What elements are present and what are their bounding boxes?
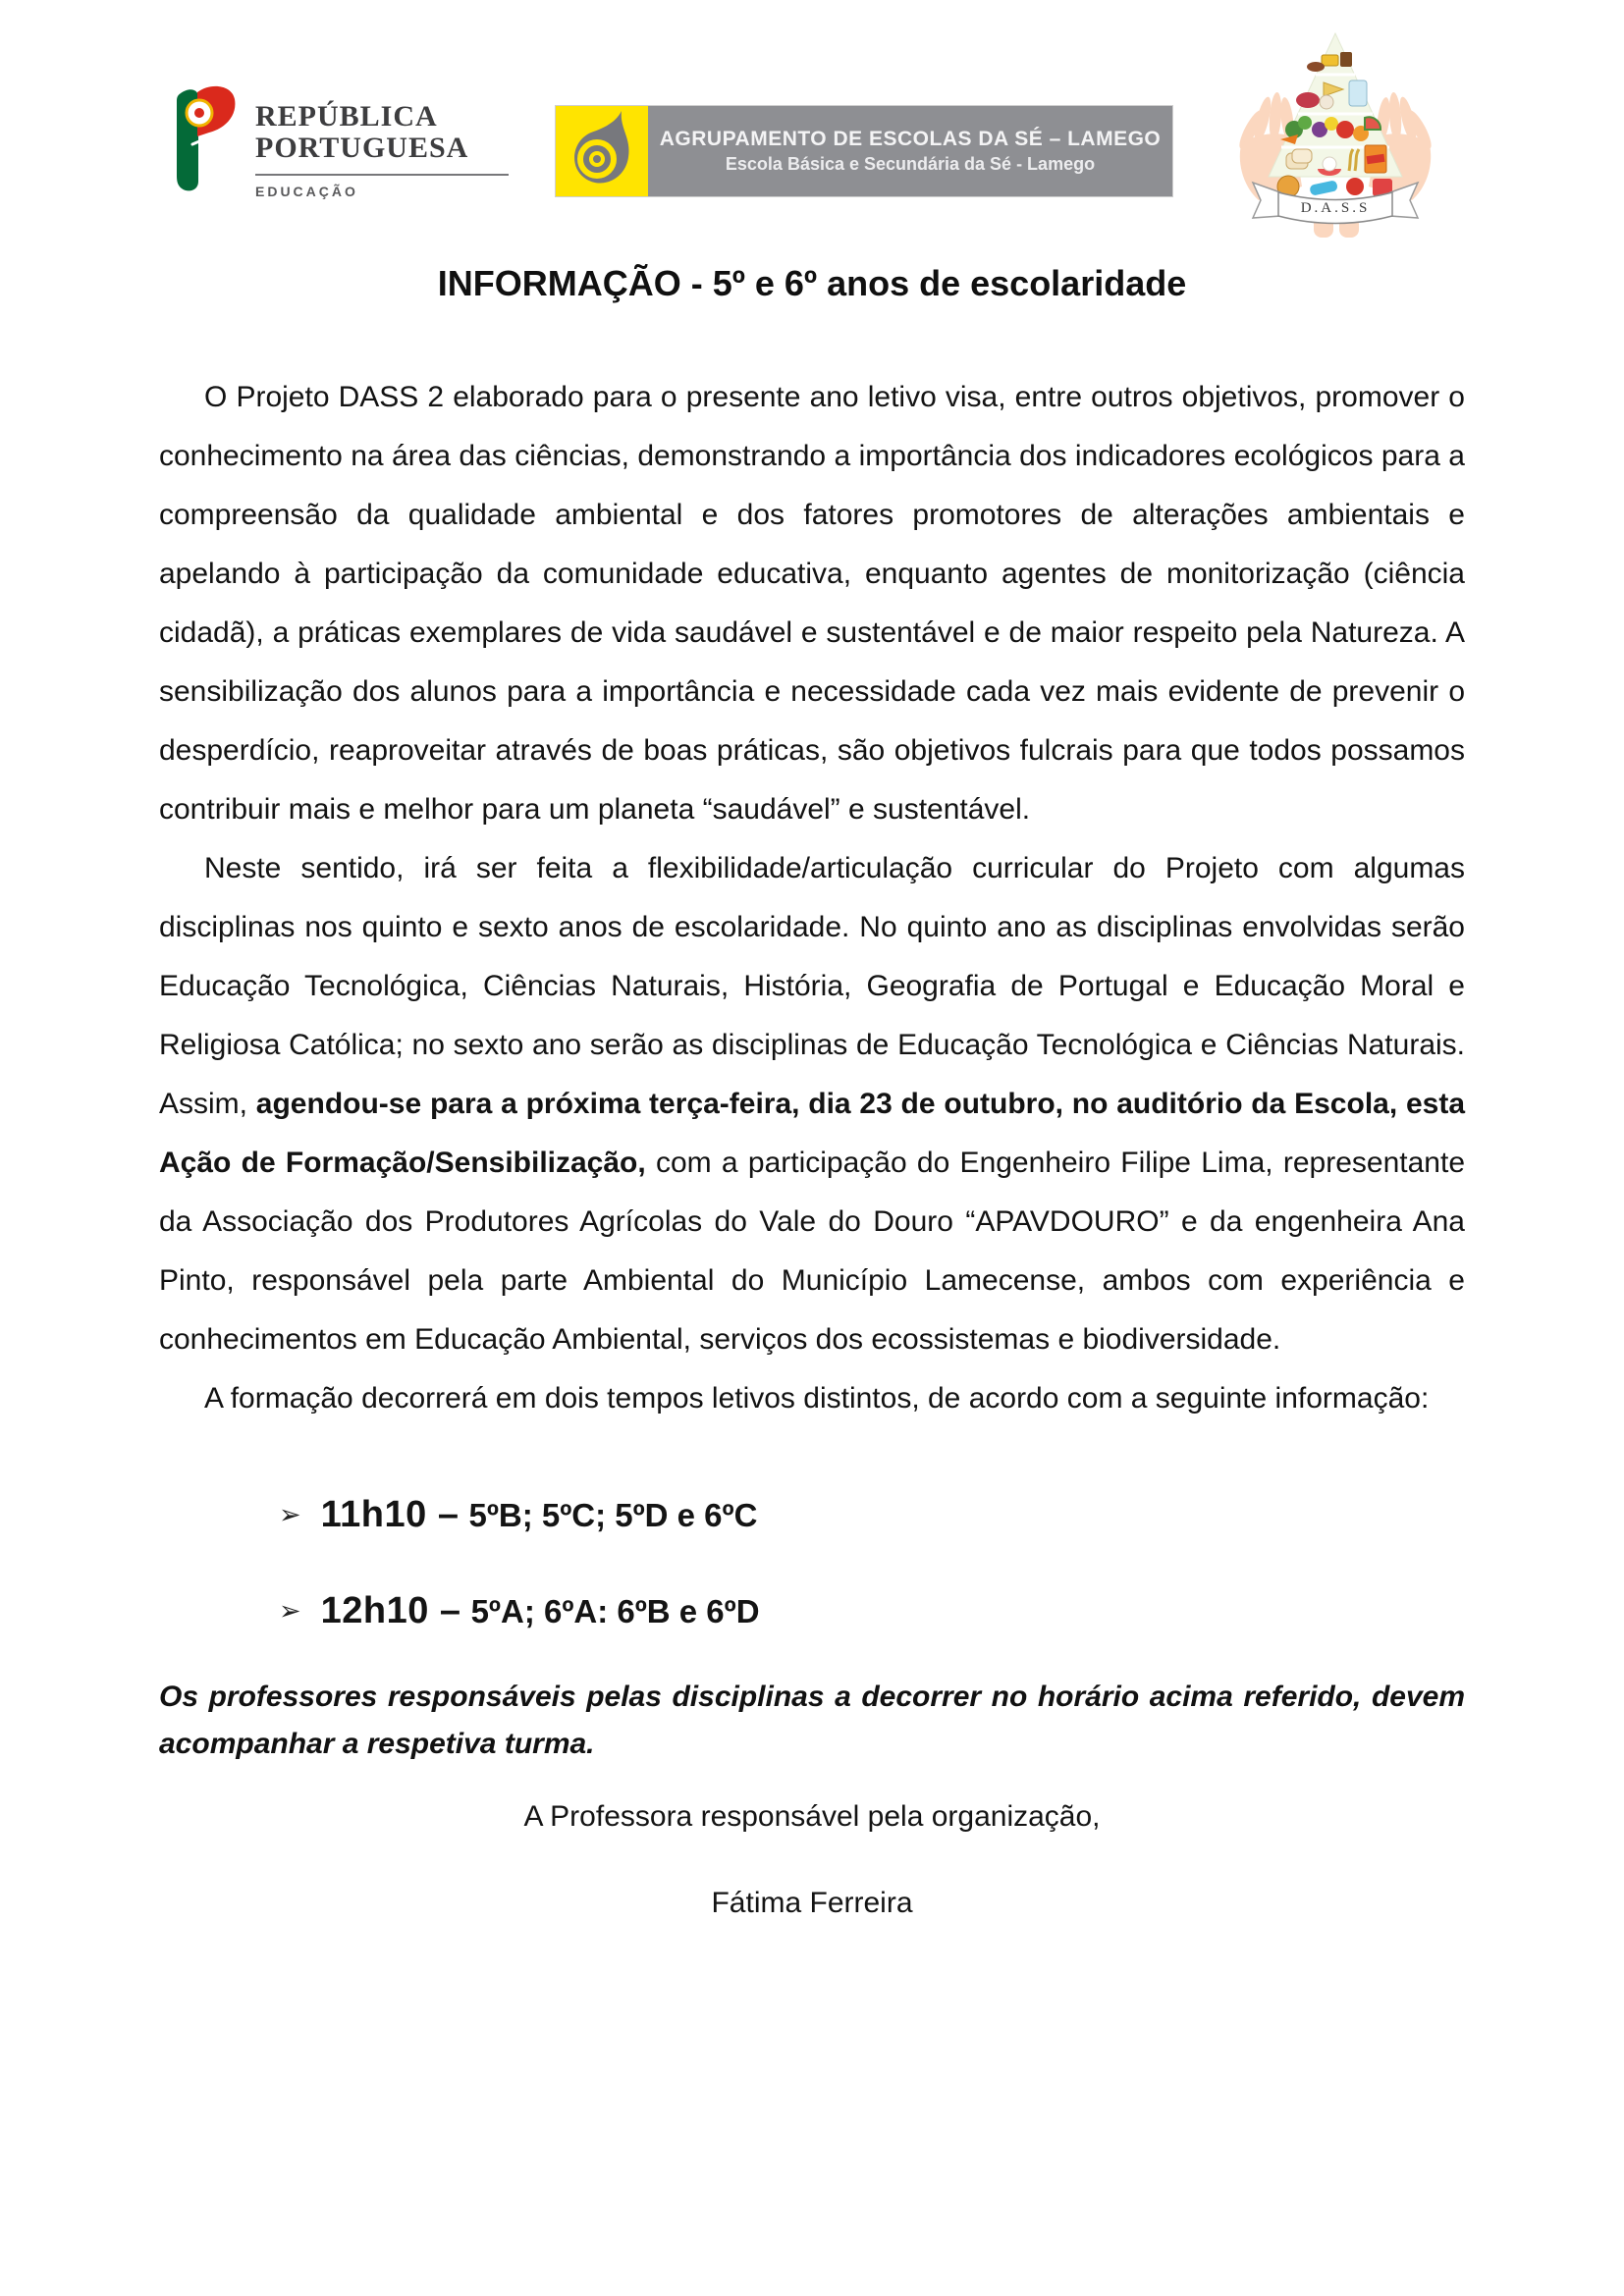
signature-name: Fátima Ferreira (711, 1887, 913, 1919)
republica-line2: PORTUGUESA (255, 132, 469, 164)
school-name: AGRUPAMENTO DE ESCOLAS DA SÉ – LAMEGO (659, 128, 1162, 150)
republica-line1: REPÚBLICA (255, 100, 438, 133)
schedule-list (159, 1485, 1465, 1648)
paragraph-intro: O Projeto DASS 2 elaborado para o presente ano letivo visa, entre outros objetivos, promover o conhecimento na área das ciências, demonstrando a importância dos indicadores ecológicos para a compreensão da qualidade ambiental e dos fatores promotores de alterações ambientais e apelando à participação da comunidade educativa, enquanto agentes de monitorização (ciência cidadã), a práticas exemplares de vida saudável e sustentável e de maior respeito pela Natureza. A sensibilização dos alunos para a importância e necessidade cada vez mais evidente de prevenir o desperdício, reaproveitar através de boas práticas, são objetivos fulcrais para que todos possamos contribuir mais e melhor para um planeta “saudável” e sustentável. (159, 381, 1465, 826)
school-banner (556, 106, 1172, 196)
paragraph-2-text: Neste sentido, irá ser feita a flexibilidade/articulação curricular do Projeto com algumas disciplinas nos quinto e sexto anos de escolaridade. No quinto ano as disciplinas envolvidas serão Educação Tecnológica, Ciências Naturais, História, Geografia de Portugal e Educação Moral e Religiosa Católica; no sexto ano serão as disciplinas de Educação Tecnológica e Ciências Naturais. Assim, (159, 852, 1465, 1120)
document-body (159, 368, 1465, 1923)
document-header (0, 0, 1624, 240)
arrow-bullet-icon: ➢ (279, 1596, 301, 1626)
paragraph-session-info: A formação decorrerá em dois tempos letivos distintos, de acordo com a seguinte informação: (204, 1382, 1430, 1415)
paragraph-2-bold-announcement: agendou-se para a próxima terça-feira, dia 23 de outubro, no auditório da Escola, esta Ação de Formação/Sensibilização, (159, 1088, 1465, 1179)
schedule-classes-1: 5ºB; 5ºC; 5ºD e 6ºC (468, 1497, 758, 1533)
republica-department: EDUCAÇÃO (255, 184, 358, 199)
republica-portuguesa-logo (167, 83, 509, 199)
page-title: INFORMAÇÃO - 5º e 6º anos de escolaridade (437, 263, 1187, 303)
schedule-item-2 (279, 1581, 1465, 1648)
paragraph-schedule-announcement (159, 839, 1465, 1369)
arrow-bullet-icon: ➢ (279, 1500, 301, 1529)
schedule-item-1 (279, 1485, 1465, 1552)
schedule-classes-2: 5ºA; 6ºA: 6ºB e 6ºD (470, 1593, 760, 1629)
schedule-time-1: 11h10 – (320, 1494, 460, 1535)
paragraph-2-text-cont: com a participação do Engenheiro Filipe Lima, representante da Associação dos Produtores Agrícolas do Vale do Douro “APAVDOURO” e da engenheira Ana Pinto, responsável pela parte Ambiental do Município Lamecense, ambos com experiência e conhecimentos em Educação Ambiental, serviços dos ecossistemas e biodiversidade. (159, 1147, 1465, 1356)
dass-logo-icon (1229, 20, 1441, 238)
divider-rule (255, 174, 509, 176)
schedule-time-2: 12h10 – (320, 1590, 461, 1631)
portugal-flag-icon (167, 83, 240, 197)
closing-line: A Professora responsável pela organização, (523, 1800, 1101, 1833)
dass-ribbon-label: D.A.S.S (1300, 200, 1371, 216)
school-logo-icon (556, 106, 648, 196)
school-subname: Escola Básica e Secundária da Sé - Lamego (725, 154, 1096, 174)
dass-project-logo (1229, 20, 1441, 242)
teachers-note: Os professores responsáveis pelas disciplinas a decorrer no horário acima referido, devem acompanhar a respetiva turma. (159, 1681, 1465, 1760)
